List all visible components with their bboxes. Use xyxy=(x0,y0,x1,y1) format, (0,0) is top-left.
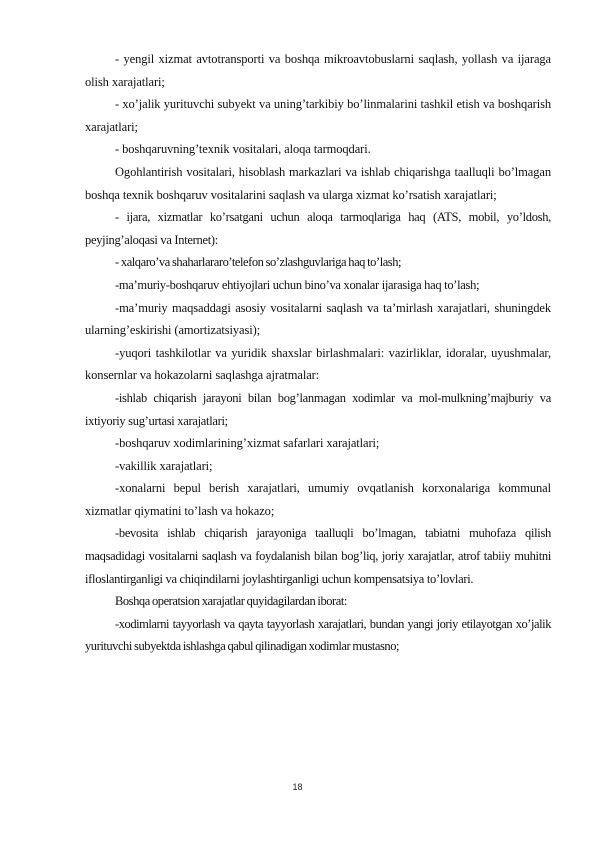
paragraph-1: - yengil xizmat avtotransporti va boshqa mikroavtobuslarni saqlash, yollash va ijaraga olish xarajatlari; xyxy=(85,52,551,89)
paragraph-10: -ishlab chiqarish jarayoni bilan bog’lanmagan xodimlar va mol-mulkning’majburiy va ixtiyoriy sug’urtasi xarajatlari; xyxy=(85,390,551,428)
paragraph-3: - boshqaruvning’texnik vositalari, aloqa tarmoqdari. xyxy=(115,142,371,157)
paragraph-12: -vakillik xarajatlari; xyxy=(115,458,213,473)
paragraph-7: -ma’muriy-boshqaruv ehtiyojlari uchun bino’va xonalar ijarasiga haq to’lash; xyxy=(115,277,480,292)
paragraph-8: -ma’muriy maqsaddagi asosiy vositalarni saqlash va ta’mirlash xarajatlari, shuningdek ularning’eskirishi (amortizatsiyasi); xyxy=(85,300,551,338)
page-number: 18 xyxy=(292,782,303,792)
paragraph-2: - xo’jalik yurituvchi subyekt va uning’tarkibiy bo’linmalarini tashkil etish va boshqarish xarajatlari; xyxy=(85,97,551,134)
paragraph-4: Ogohlantirish vositalari, hisoblash markazlari va ishlab chiqarishga taalluqli bo’lmagan boshqa texnik boshqaruv vositalarini saqlash va ularga xizmat ko’rsatish xarajatlari; xyxy=(85,164,551,202)
paragraph-13: -xonalarni bepul berish xarajatlari, umumiy ovqatlanish korxonalariga kommunal xizmatlar qiymatini to’lash va hokazo; xyxy=(85,481,551,518)
paragraph-14: -bevosita ishlab chiqarish jarayoniga taalluqli bo’lmagan, tabiatni muhofaza qilish maqsadidagi vositalarni saqlash va foydalanish bilan bog’liq, joriy xarajatlar, atrof tabiiy muhitni ifloslantirganligi va chiqindilarni joylashtirganligi uchun kompensatsiya to’lovlari. xyxy=(85,526,551,586)
paragraph-11: -boshqaruv xodimlarining’xizmat safarlari xarajatlari; xyxy=(115,436,380,451)
paragraph-16: -xodimlarni tayyorlash va qayta tayyorlash xarajatlari, bundan yangi joriy etilayotgan xo’jalik yurituvchi subyektda ishlashga qabul qilinadigan xodimlar mustasno; xyxy=(85,616,551,654)
paragraph-6: - xalqaro’va shaharlararo’telefon so’zlashguvlariga haq to’lash; xyxy=(115,255,402,270)
paragraph-5: - ijara, xizmatlar ko’rsatgani uchun aloqa tarmoqlariga haq (ATS, mobil, yo’ldosh, peyjing’aloqasi va Internet): xyxy=(85,210,551,247)
document-body xyxy=(85,48,551,658)
paragraph-9: -yuqori tashkilotlar va yuridik shaxslar birlashmalari: vazirliklar, idoralar, uyushmalar, konsernlar va hokazolarni saqlashga ajratmalar: xyxy=(85,345,551,383)
paragraph-15-heading: Boshqa operatsion xarajatlar quyidagilardan iborat: xyxy=(115,594,347,609)
